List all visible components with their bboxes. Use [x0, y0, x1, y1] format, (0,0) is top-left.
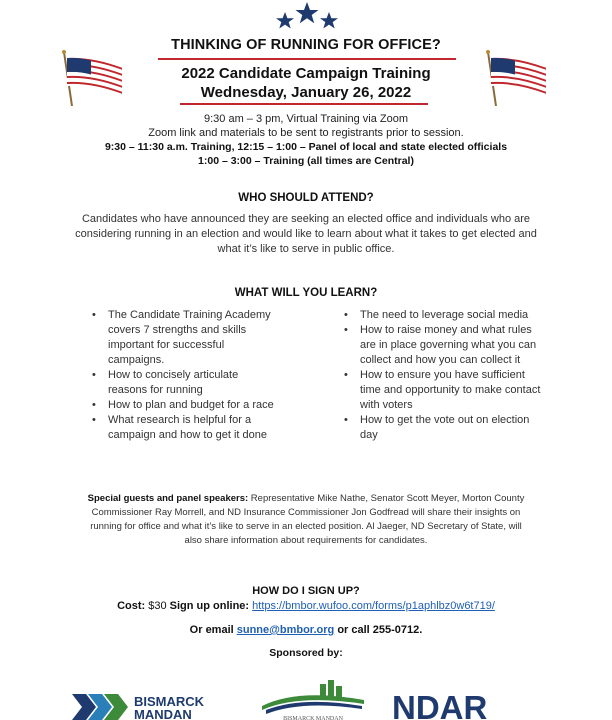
- learn-heading: WHAT WILL YOU LEARN?: [234, 287, 378, 299]
- email-line: [0, 624, 612, 636]
- list-item: • The need to leverage social media: [342, 308, 542, 323]
- schedule-line: 9:30 – 11:30 a.m. Training, 12:15 – 1:00 – Panel of local and state elected officials: [104, 141, 508, 153]
- guests-label: Special guests and panel speakers:: [87, 493, 249, 504]
- cost-value: $30: [145, 600, 170, 612]
- cost-label: Cost:: [117, 600, 146, 612]
- logo1-line1: BISMARCK: [134, 694, 205, 709]
- logo2-text: BISMARCK MANDAN: [283, 716, 343, 720]
- email-link[interactable]: sunne@bmbor.org: [236, 624, 335, 636]
- zoom-note: Zoom link and materials to be sent to registrants prior to session.: [148, 127, 464, 139]
- email-prefix: Or email: [189, 624, 237, 636]
- list-item: • What research is helpful for a campaign and how to get it done: [90, 413, 280, 443]
- ndar-logo: [392, 688, 510, 720]
- list-item: • How to concisely articulate reasons for running: [90, 368, 280, 398]
- email-suffix: or call 255-0712.: [334, 624, 423, 636]
- bismarck-mandan-chamber-logo: [72, 688, 222, 720]
- signup-line: [0, 600, 612, 612]
- guests-text: Representative Mike Nathe, Senator Scott Meyer, Morton County Commissioner Ray Morrell, and ND Insurance Commissioner Jon Godfread will share their insights on running for office and what it’s like to serve in an elected position. Al Jaeger, ND Secretary of State, will also share information about requirements for candidates.: [90, 493, 525, 546]
- learn-list-right: [342, 308, 542, 443]
- list-item: • How to raise money and what rules are in place governing what you can collect and how you can collect it: [342, 323, 542, 368]
- list-item: • How to get the vote out on election day: [342, 413, 542, 443]
- event-title: 2022 Candidate Campaign Training: [181, 65, 431, 82]
- logo1-line2: MANDAN: [134, 707, 192, 720]
- signup-link[interactable]: https://bmbor.wufoo.com/forms/p1aphlbz0w6t719/: [252, 600, 495, 612]
- attend-description: Candidates who have announced they are seeking an elected office and individuals who are considering running in an election and would like to learn about what it takes to get elected and what it’s like to serve in public office.: [75, 213, 537, 255]
- learn-list-left: [90, 308, 280, 443]
- signup-heading: HOW DO I SIGN UP?: [252, 585, 360, 597]
- red-divider: [158, 58, 456, 60]
- logo3-text: NDAR: [392, 689, 488, 720]
- list-item: • How to ensure you have sufficient time and opportunity to make contact with voters: [342, 368, 542, 413]
- event-time: 9:30 am – 3 pm, Virtual Training via Zoom: [203, 113, 408, 125]
- event-date: Wednesday, January 26, 2022: [200, 84, 412, 101]
- online-label: Sign up online:: [169, 600, 250, 612]
- list-item: • The Candidate Training Academy covers 7 strengths and skills important for successful campaigns.: [90, 308, 280, 368]
- schedule-line: 1:00 – 3:00 – Training (all times are Central): [198, 155, 414, 167]
- stars-icon: [274, 2, 340, 30]
- bismarck-mandan-realtors-logo: [258, 678, 368, 720]
- guest-speakers: [86, 492, 526, 548]
- sponsor-heading: Sponsored by:: [269, 647, 343, 659]
- page-headline: THINKING OF RUNNING FOR OFFICE?: [171, 37, 441, 53]
- list-item: • How to plan and budget for a race: [90, 398, 280, 413]
- attend-heading: WHO SHOULD ATTEND?: [238, 192, 374, 204]
- red-divider: [180, 103, 428, 105]
